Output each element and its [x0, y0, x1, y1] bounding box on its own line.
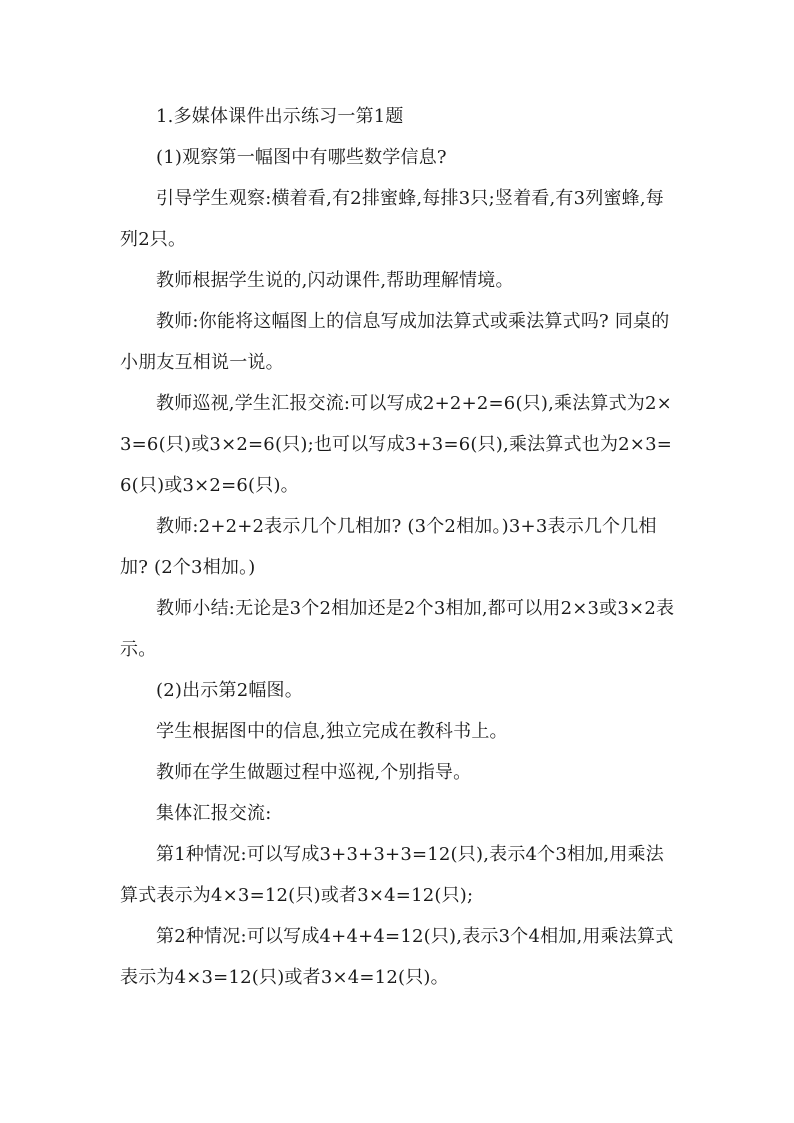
- paragraph-question-1: (1)观察第一幅图中有哪些数学信息?: [156, 147, 447, 168]
- paragraph-independent-work: 学生根据图中的信息,独立完成在教科书上。: [156, 721, 508, 742]
- paragraph-teacher-addition: 教师:2+2+2表示几个几相加? (3个2相加。)3+3表示几个几相加? (2个3相加。): [120, 516, 657, 578]
- paragraph-teacher-guidance: 教师在学生做题过程中巡视,个别指导。: [156, 762, 472, 783]
- paragraph-exercise-heading: 1.多媒体课件出示练习一第1题: [156, 106, 404, 127]
- paragraph-teacher-summary: 教师小结:无论是3个2相加还是2个3相加,都可以用2×3或3×2表示。: [120, 598, 675, 660]
- paragraph-student-report: 教师巡视,学生汇报交流:可以写成2+2+2=6(只),乘法算式为2×3=6(只)或3×2=6(只);也可以写成3+3=6(只),乘法算式也为2×3=6(只)或3×2=6(只)。: [120, 393, 673, 496]
- paragraph-teacher-question: 教师:你能将这幅图上的信息写成加法算式或乘法算式吗? 同桌的小朋友互相说一说。: [120, 311, 670, 373]
- paragraph-guide-observation: 引导学生观察:横着看,有2排蜜蜂,每排3只;竖着看,有3列蜜蜂,每列2只。: [120, 188, 664, 250]
- paragraph-group-report: 集体汇报交流:: [156, 803, 272, 824]
- paragraph-courseware-flash: 教师根据学生说的,闪动课件,帮助理解情境。: [156, 270, 514, 291]
- paragraph-question-2: (2)出示第2幅图。: [156, 680, 303, 701]
- paragraph-case-1: 第1种情况:可以写成3+3+3+3=12(只),表示4个3相加,用乘法算式表示为4×3=12(只)或者3×4=12(只);: [120, 844, 664, 906]
- paragraph-case-2: 第2种情况:可以写成4+4+4=12(只),表示3个4相加,用乘法算式表示为4×3=12(只)或者3×4=12(只)。: [120, 926, 674, 988]
- document-body: [120, 96, 676, 998]
